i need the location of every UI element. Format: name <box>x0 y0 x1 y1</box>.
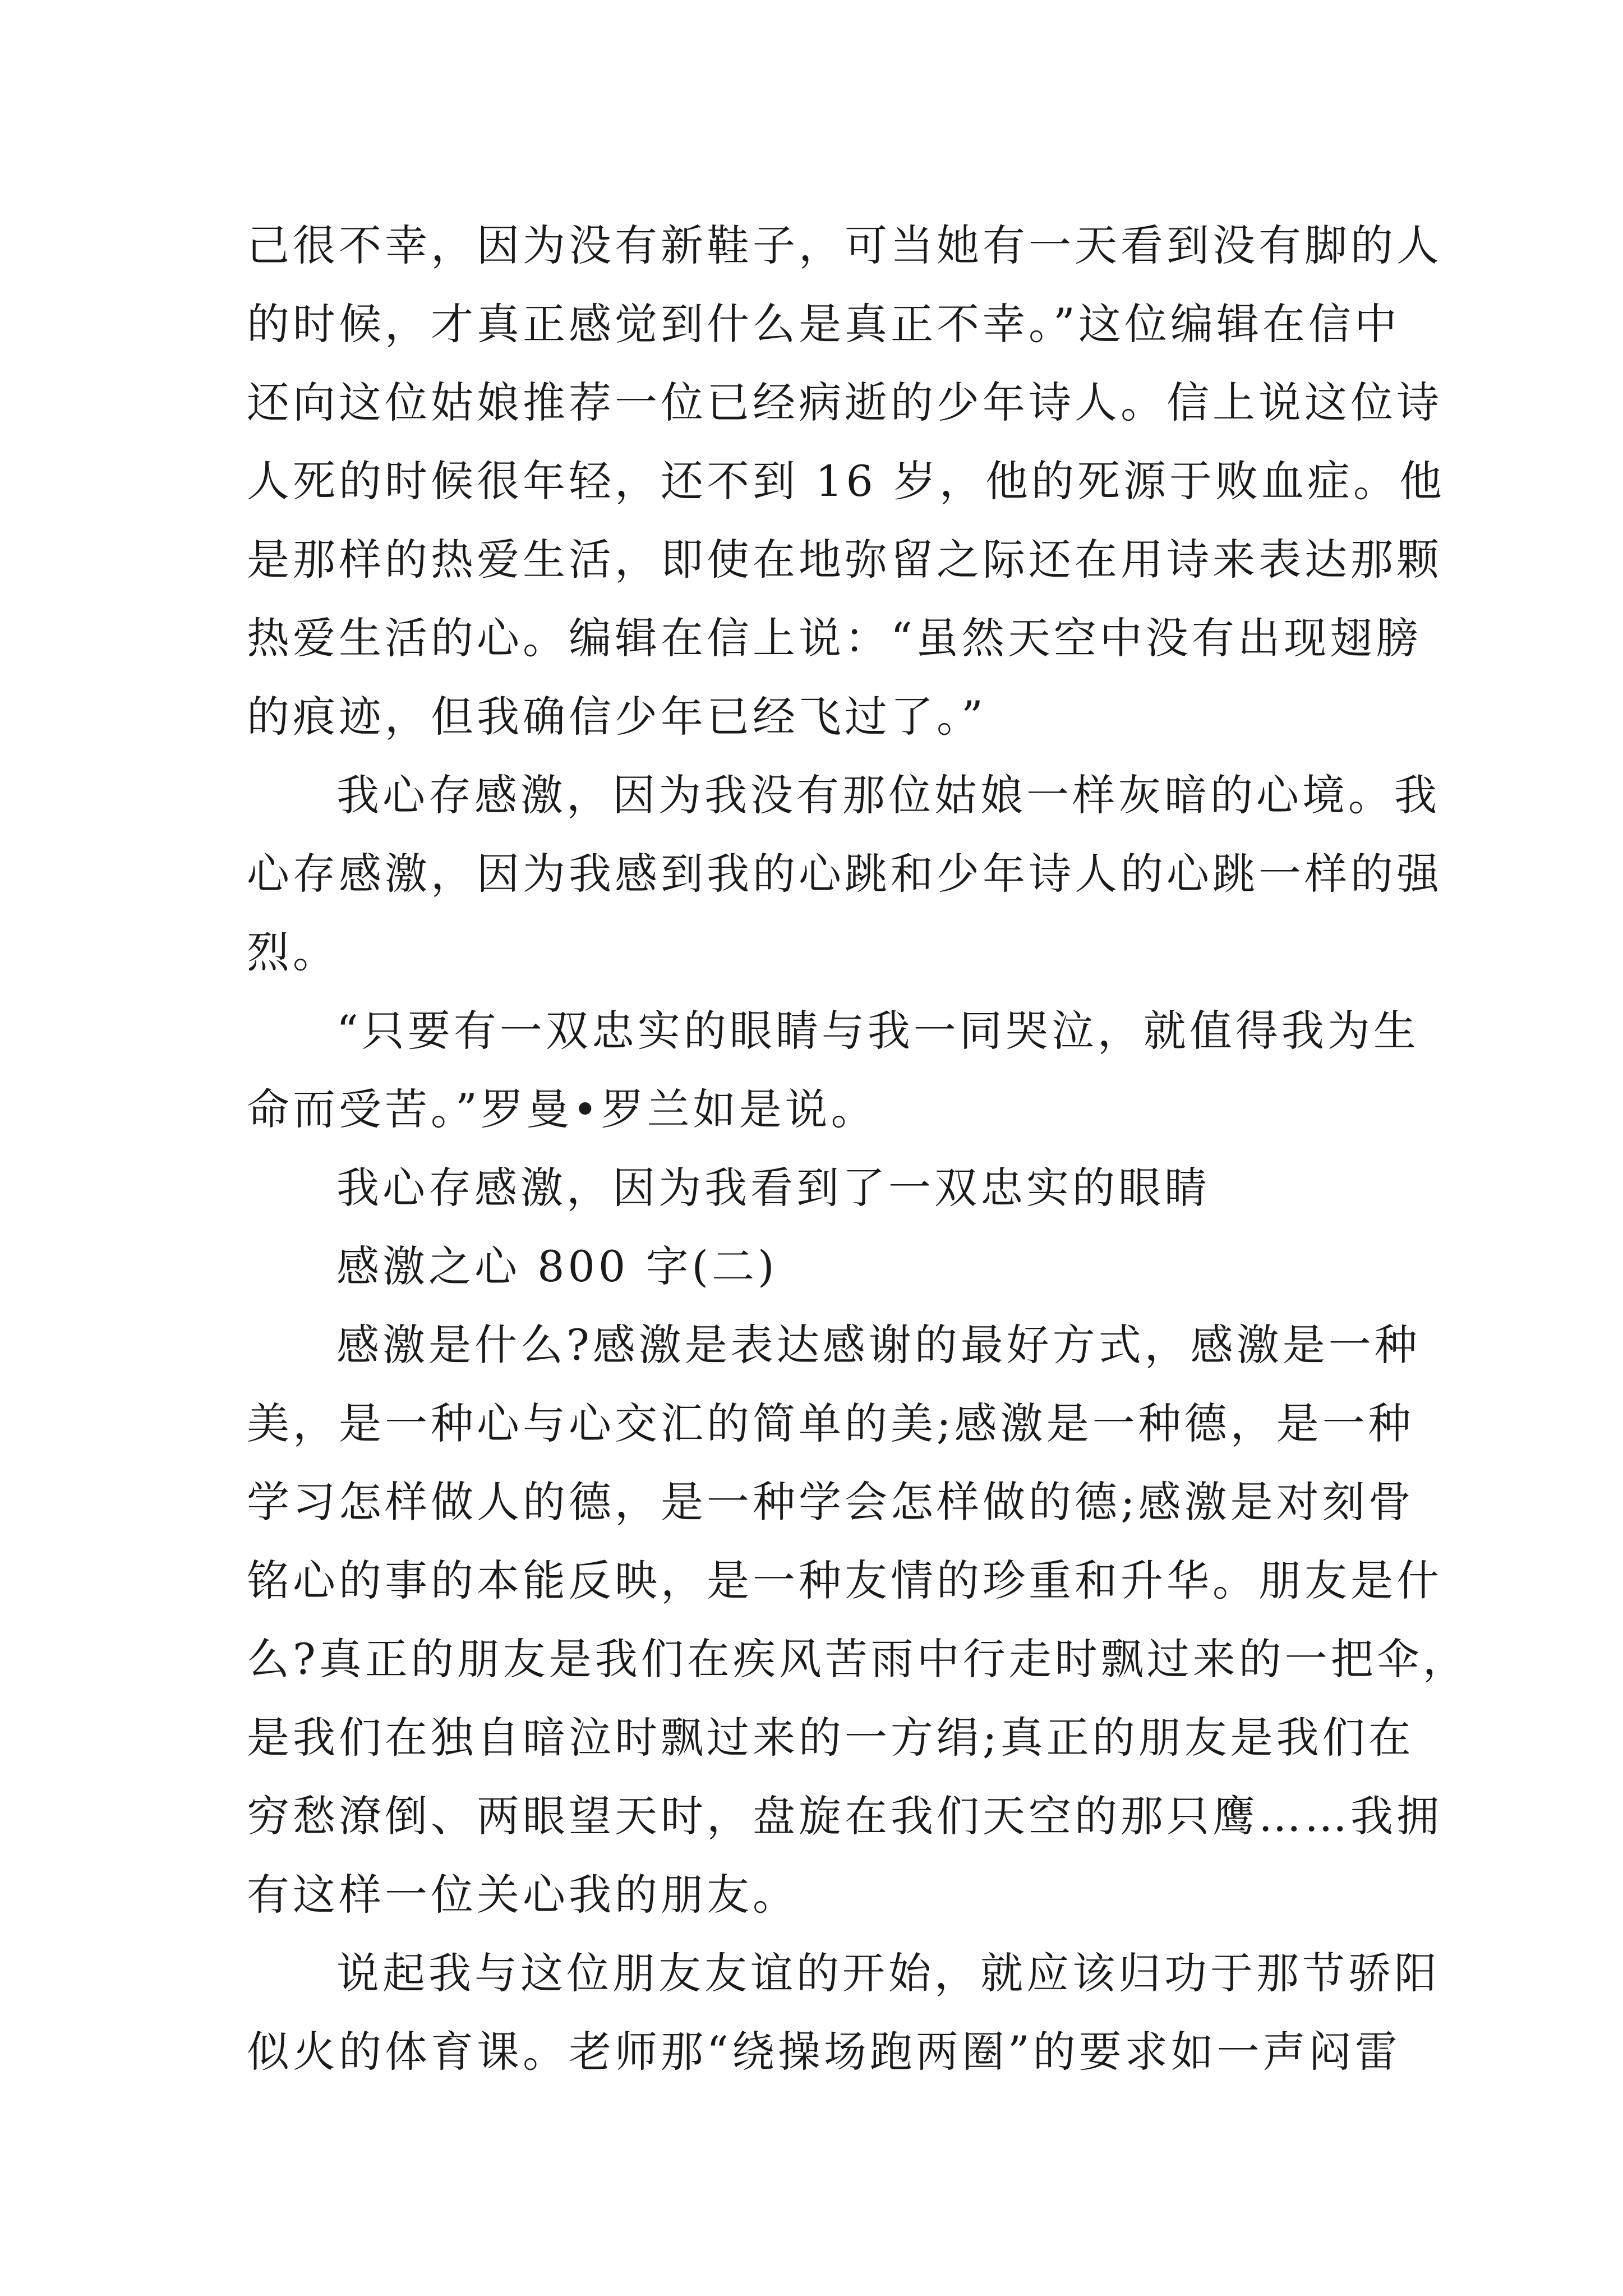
text-line: 还向这位姑娘推荐一位已经病逝的少年诗人。信上说这位诗 <box>247 378 1442 427</box>
quote-line: “只要有一双忠实的眼睛与我一同哭泣，就值得我为生 <box>336 1006 1419 1056</box>
text-line: 的时候，才真正感觉到什么是真正不幸。”这位编辑在信中 <box>247 299 1400 349</box>
text-line: 是那样的热爱生活，即使在地弥留之际还在用诗来表达那颗 <box>247 535 1442 585</box>
text-line: 美，是一种心与心交汇的简单的美;感激是一种德，是一种 <box>247 1398 1414 1448</box>
paragraph-first-line: 感激是什么?感激是表达感谢的最好方式，感激是一种 <box>336 1320 1421 1370</box>
text-line: 似火的体育课。老师那“绕操场跑两圈”的要求如一声闷雷 <box>247 2027 1401 2077</box>
text-line: 学习怎样做人的德，是一种学会怎样做的德;感激是对刻骨 <box>247 1477 1414 1527</box>
section-heading: 感激之心 800 字(二) <box>336 1241 778 1291</box>
text-line: 热爱生活的心。编辑在信上说：“虽然天空中没有出现翅膀 <box>247 613 1422 663</box>
text-line: 有这样一位关心我的朋友。 <box>247 1870 799 1920</box>
paragraph-first-line: 说起我与这位朋友友谊的开始，就应该归功于那节骄阳 <box>336 1948 1440 1998</box>
text-line: 己很不幸，因为没有新鞋子，可当她有一天看到没有脚的人 <box>247 220 1442 270</box>
text-line: 是我们在独自暗泣时飘过来的一方绢;真正的朋友是我们在 <box>247 1713 1414 1763</box>
paragraph-first-line: 我心存感激，因为我没有那位姑娘一样灰暗的心境。我 <box>336 770 1440 820</box>
text-line: 铭心的事的本能反映，是一种友情的珍重和升华。朋友是什 <box>247 1556 1442 1605</box>
text-line: 命而受苦。”罗曼•罗兰如是说。 <box>247 1084 877 1134</box>
text-line: 的痕迹，但我确信少年已经飞过了。” <box>247 692 986 742</box>
text-line: 心存感激，因为我感到我的心跳和少年诗人的心跳一样的强 <box>247 849 1442 899</box>
text-line: 人死的时候很年轻，还不到 16 岁，他的死源于败血症。他 <box>247 456 1446 506</box>
paragraph-first-line: 我心存感激，因为我看到了一双忠实的眼睛 <box>336 1163 1210 1213</box>
text-line: 穷愁潦倒、两眼望天时，盘旋在我们天空的那只鹰……我拥 <box>247 1791 1442 1841</box>
text-line: 么?真正的朋友是我们在疾风苦雨中行走时飘过来的一把伞， <box>247 1634 1469 1684</box>
text-line: 烈。 <box>247 927 339 977</box>
